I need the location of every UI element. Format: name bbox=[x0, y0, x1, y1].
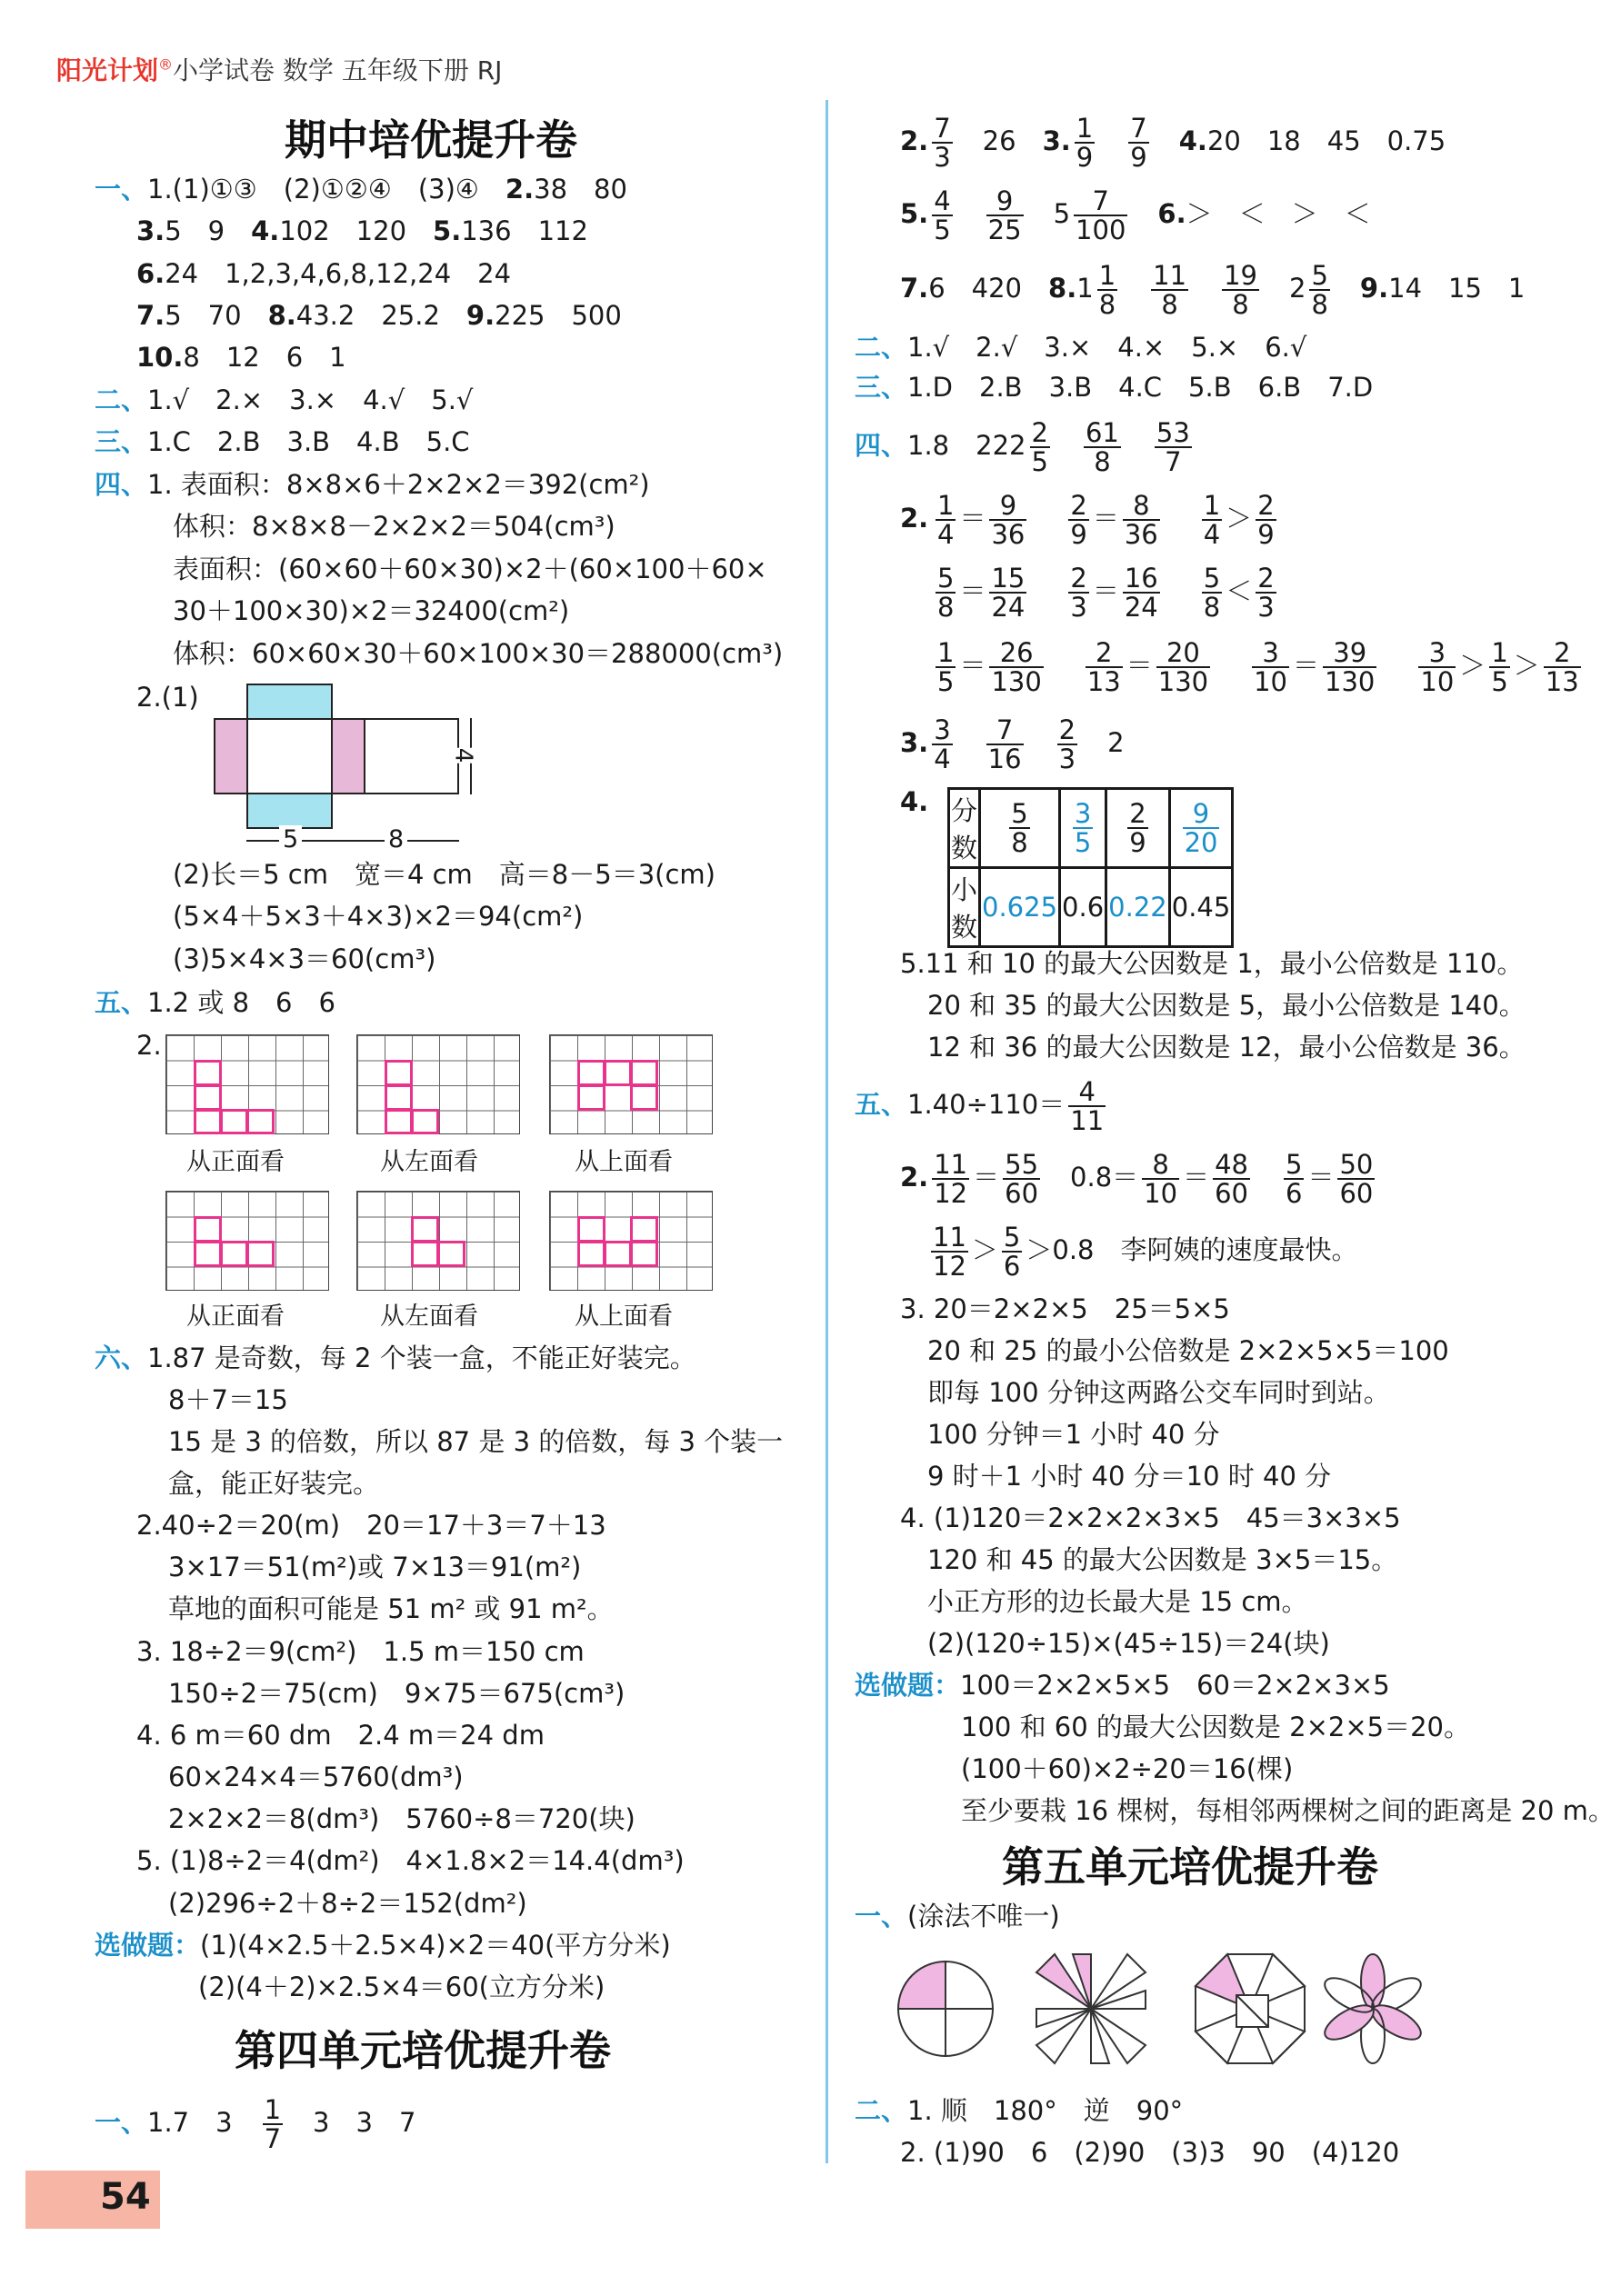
l-s6-11: 60×24×4＝5760(dm³) bbox=[168, 1762, 464, 1792]
r-q53-3: 即每 100 分钟这两路公交车同时到站。 bbox=[927, 1377, 1390, 1408]
view-caption: 从左面看 bbox=[380, 1303, 478, 1331]
fraction: $\frac{39}{130}$ bbox=[1325, 636, 1376, 697]
dim-label-height: 4 bbox=[449, 747, 477, 764]
r-opt-4: 至少要栽 16 棵树，每相邻两棵树之间的距离是 20 m。 bbox=[961, 1795, 1615, 1826]
operator: ＝ bbox=[959, 650, 986, 681]
l-s6-1 bbox=[95, 1338, 696, 1378]
text: 43.2 25.2 bbox=[295, 300, 466, 331]
view-grid bbox=[165, 1191, 329, 1291]
r-opt-3: (100＋60)×2÷20＝16(棵) bbox=[961, 1753, 1294, 1784]
pink-cell bbox=[604, 1241, 632, 1267]
fraction: $\frac{5}{8}$ bbox=[1311, 259, 1328, 320]
view-grid bbox=[549, 1191, 713, 1291]
r-1: 2. $\frac{7}{3}$ 26 3. $\frac{1}{9}$ $\frac{7}{9}$ 4.20 18 45 0.75 bbox=[900, 112, 1446, 173]
pink-cell bbox=[577, 1060, 605, 1086]
pink-cell bbox=[194, 1084, 222, 1111]
text: 1. 表面积：8×8×6＋2×2×2＝392(cm²) bbox=[147, 469, 650, 500]
pink-cell bbox=[194, 1109, 222, 1134]
column-divider bbox=[826, 100, 828, 2163]
registered-mark: ® bbox=[158, 55, 174, 74]
r-q53-4: 100 分钟＝1 小时 40 分 bbox=[927, 1419, 1220, 1450]
fraction: $\frac{4}{11}$ bbox=[1070, 1075, 1105, 1136]
sec-label: 一、 bbox=[95, 2107, 148, 2138]
view-grid bbox=[165, 1034, 329, 1134]
dim-label-w2: 8 bbox=[385, 825, 407, 854]
sec-label: 三、 bbox=[95, 426, 148, 457]
title-midterm: 期中培优提升卷 bbox=[285, 115, 577, 165]
pink-cell bbox=[385, 1084, 413, 1111]
num: 7. bbox=[136, 300, 165, 331]
page-header bbox=[56, 51, 502, 87]
l-s6-6: 3×17＝51(m²)或 7×13＝91(m²) bbox=[168, 1552, 582, 1582]
pink-cell bbox=[194, 1060, 222, 1086]
r-q4-label: 4. bbox=[900, 786, 929, 817]
r-q2-row1 bbox=[932, 486, 1315, 550]
table-cell: $\frac{5}{8}$ bbox=[980, 789, 1060, 868]
operator: ＝ bbox=[959, 503, 986, 534]
table-row bbox=[949, 868, 1233, 947]
num: 2. bbox=[505, 174, 535, 205]
r-s6: 一、(涂法不唯一) bbox=[855, 1901, 1060, 1932]
fraction: $\frac{48}{60}$ bbox=[1215, 1148, 1248, 1209]
pink-cell bbox=[220, 1109, 248, 1134]
l-s6-14: (2)296÷2＋8÷2＝152(dm²) bbox=[168, 1888, 527, 1919]
r-opt-2: 100 和 60 的最大公因数是 2×2×5＝20。 bbox=[961, 1712, 1470, 1742]
pink-cell bbox=[577, 1216, 605, 1243]
text: 102 120 bbox=[279, 215, 434, 246]
fraction: $\frac{19}{8}$ bbox=[1224, 259, 1257, 320]
pink-cell bbox=[630, 1241, 658, 1267]
r-q54-2: 120 和 45 的最大公因数是 3×5＝15。 bbox=[927, 1544, 1398, 1575]
pink-cell bbox=[194, 1216, 222, 1243]
l-s6-12: 2×2×2＝8(dm³) 5760÷8＝720(块) bbox=[168, 1803, 635, 1834]
pink-cell bbox=[577, 1084, 605, 1111]
fraction: $\frac{11}{12}$ bbox=[934, 1148, 968, 1209]
text: 1.(1)①③ (2)①②④ (3)④ bbox=[147, 174, 505, 205]
title-unit4: 第四单元培优提升卷 bbox=[235, 2026, 611, 2075]
pink-cell bbox=[385, 1109, 413, 1134]
operator: ＞ bbox=[1513, 650, 1540, 681]
row-header: 分数 bbox=[949, 789, 980, 868]
num: 9. bbox=[465, 300, 495, 331]
num: 10. bbox=[136, 342, 184, 373]
pink-cell bbox=[437, 1241, 465, 1267]
fraction: $\frac{2}{3}$ bbox=[1070, 562, 1087, 623]
l-s6-3: 15 是 3 的倍数，所以 87 是 3 的倍数，每 3 个装一 bbox=[168, 1426, 784, 1457]
fraction: $\frac{61}{8}$ bbox=[1085, 416, 1119, 477]
l-opt-2: (2)(4＋2)×2.5×4＝60(立方分米) bbox=[198, 1972, 605, 2002]
fraction: $\frac{15}{24}$ bbox=[991, 562, 1026, 623]
r-s2: 二、1.√ 2.√ 3.× 4.× 5.× 6.√ bbox=[855, 332, 1307, 363]
flower-figure bbox=[1320, 1954, 1426, 2063]
r-q5-3: 12 和 36 的最大公因数是 12，最小公倍数是 36。 bbox=[927, 1032, 1526, 1063]
l-s1-1 bbox=[95, 169, 627, 209]
l-s4-7: (2)长＝5 cm 宽＝4 cm 高＝8－5＝3(cm) bbox=[173, 859, 715, 890]
fraction-decimal-table bbox=[947, 787, 1234, 948]
fraction: $\frac{1}{5}$ bbox=[1491, 636, 1508, 697]
fraction: $\frac{26}{130}$ bbox=[991, 636, 1042, 697]
operator: ＞ bbox=[1459, 650, 1486, 681]
fraction: $\frac{3}{4}$ bbox=[934, 714, 951, 774]
l-s4-8: (5×4＋5×3＋4×3)×2＝94(cm²) bbox=[173, 901, 584, 932]
text: 225 500 bbox=[495, 300, 622, 331]
r-q2-row3 bbox=[932, 634, 1619, 697]
book-info: 小学试卷 数学 五年级下册 RJ bbox=[173, 55, 503, 85]
l-s4-2: 体积：8×8×8－2×2×2＝504(cm³) bbox=[173, 511, 615, 542]
num: 5. bbox=[433, 215, 462, 246]
sec-label: 一、 bbox=[95, 174, 148, 205]
fraction: $\frac{2}{13}$ bbox=[1086, 636, 1121, 697]
r-q53-1: 3. 20＝2×2×5 25＝5×5 bbox=[900, 1293, 1230, 1324]
fraction: $\frac{2}{9}$ bbox=[1070, 489, 1087, 550]
r-q5-2: 20 和 35 的最大公因数是 5，最小公倍数是 140。 bbox=[927, 990, 1526, 1021]
fraction: $\frac{7}{9}$ bbox=[1130, 112, 1147, 173]
r-q54-4: (2)(120÷15)×(45÷15)＝24(块) bbox=[927, 1628, 1330, 1659]
r-q5-1: 5.11 和 10 的最大公因数是 1，最小公倍数是 110。 bbox=[900, 948, 1524, 979]
l-s5-1 bbox=[95, 983, 335, 1023]
r-s7-1: 二、1. 顺 180° 逆 90° bbox=[855, 2095, 1184, 2126]
pink-cell bbox=[411, 1241, 439, 1267]
text: 38 80 bbox=[534, 174, 627, 205]
l-s1-2 bbox=[136, 211, 588, 251]
text: 1.2 或 8 6 6 bbox=[147, 987, 335, 1018]
text: 1.7 3 bbox=[147, 2107, 259, 2138]
operator: ＝ bbox=[1126, 650, 1153, 681]
table-cell: 0.625 bbox=[980, 868, 1060, 947]
l-s7 bbox=[95, 2091, 415, 2154]
text: 1.87 是奇数，每 2 个装一盒，不能正好装完。 bbox=[147, 1343, 696, 1373]
fraction: $\frac{9}{25}$ bbox=[987, 185, 1022, 245]
l-s4-1 bbox=[95, 464, 650, 504]
title-unit5: 第五单元培优提升卷 bbox=[1002, 1842, 1378, 1892]
pink-cell bbox=[220, 1241, 248, 1267]
sec-label: 四、 bbox=[95, 469, 148, 500]
text: 1.C 2.B 3.B 4.B 5.C bbox=[147, 426, 470, 457]
r-2: 5. $\frac{4}{5}$ $\frac{9}{25}$ 5 $\frac{7}{100}$ 6.＞ ＜ ＞ ＜ bbox=[900, 185, 1371, 245]
table-cell: $\frac{9}{20}$ bbox=[1169, 789, 1233, 868]
table-cell: $\frac{3}{5}$ bbox=[1060, 789, 1106, 868]
l-s6-5: 2.40÷2＝20(m) 20＝17＋3＝7＋13 bbox=[136, 1510, 606, 1541]
r-q54-1: 4. (1)120＝2×2×2×3×5 45＝3×3×5 bbox=[900, 1502, 1401, 1533]
view-caption: 从上面看 bbox=[575, 1148, 673, 1176]
net-top-face bbox=[246, 684, 333, 720]
fraction: $\frac{55}{60}$ bbox=[1005, 1148, 1039, 1209]
num: 8. bbox=[267, 300, 296, 331]
text: 136 112 bbox=[461, 215, 588, 246]
l-s1-4 bbox=[136, 295, 622, 335]
view-caption: 从正面看 bbox=[186, 1148, 285, 1176]
text: 3 3 7 bbox=[286, 2107, 416, 2138]
pinwheel-figure bbox=[898, 1962, 993, 2056]
pink-cell bbox=[577, 1241, 605, 1267]
operator: ＞ bbox=[1226, 503, 1253, 534]
l-s4-9: (3)5×4×3＝60(cm³) bbox=[173, 943, 436, 974]
text: 1.√ 2.× 3.× 4.√ 5.√ bbox=[147, 384, 474, 415]
r-s7-2: 2. (1)90 6 (2)90 (3)3 90 (4)120 bbox=[900, 2137, 1400, 2168]
table-cell: 0.45 bbox=[1169, 868, 1233, 947]
r-s3: 三、1.D 2.B 3.B 4.C 5.B 6.B 7.D bbox=[855, 372, 1374, 403]
fraction: $\frac{7}{3}$ bbox=[934, 112, 951, 173]
operator: ＝ bbox=[959, 575, 986, 606]
fraction: $\frac{2}{5}$ bbox=[1031, 416, 1048, 477]
l-s6-4: 盒，能正好装完。 bbox=[168, 1468, 380, 1499]
view-grid bbox=[356, 1191, 520, 1291]
operator: ＝ bbox=[1293, 650, 1320, 681]
fraction: $\frac{50}{60}$ bbox=[1339, 1148, 1374, 1209]
pink-cell bbox=[630, 1060, 658, 1086]
fraction: $\frac{5}{6}$ bbox=[1286, 1148, 1303, 1209]
l-s4-5: 体积：60×60×30＋60×100×30＝288000(cm³) bbox=[173, 638, 784, 669]
r-s4: 四、1.8 222 $\frac{2}{5}$ $\frac{61}{8}$ $\frac{53}{7}$ bbox=[855, 416, 1190, 477]
fraction: $\frac{2}{13}$ bbox=[1545, 636, 1579, 697]
l-s1-5 bbox=[136, 337, 346, 377]
table-cell: $\frac{2}{9}$ bbox=[1106, 789, 1170, 868]
l-s6-13: 5. (1)8÷2＝4(dm²) 4×1.8×2＝14.4(dm³) bbox=[136, 1845, 685, 1876]
fraction: $\frac{1}{5}$ bbox=[937, 636, 955, 697]
l-s6-2: 8＋7＝15 bbox=[168, 1384, 288, 1415]
fraction: $\frac{8}{10}$ bbox=[1144, 1148, 1178, 1209]
fraction: $\frac{2}{9}$ bbox=[1257, 489, 1275, 550]
sec-label: 二、 bbox=[95, 384, 148, 415]
fraction: $\frac{1}{4}$ bbox=[937, 489, 955, 550]
fraction: $\frac{20}{130}$ bbox=[1157, 636, 1209, 697]
fraction: $\frac{11}{8}$ bbox=[1153, 259, 1187, 320]
l-s2 bbox=[95, 380, 473, 420]
brand-name: 阳光计划 bbox=[56, 55, 159, 85]
fraction: $\frac{1}{9}$ bbox=[1076, 112, 1094, 173]
num: 3. bbox=[136, 215, 165, 246]
fraction: $\frac{5}{8}$ bbox=[1203, 562, 1221, 623]
net-right-face bbox=[331, 718, 365, 794]
l-s6-8: 3. 18÷2＝9(cm²) 1.5 m＝150 cm bbox=[136, 1636, 585, 1667]
windmill-figure bbox=[1036, 1954, 1146, 2063]
view-grid bbox=[356, 1034, 520, 1134]
l-s6-9: 150÷2＝75(cm) 9×75＝675(cm³) bbox=[168, 1678, 625, 1709]
r-q54-3: 小正方形的边长最大是 15 cm。 bbox=[927, 1586, 1308, 1617]
pink-cell bbox=[246, 1109, 275, 1134]
rotation-figures bbox=[891, 1945, 1473, 2072]
view-caption: 从正面看 bbox=[186, 1303, 285, 1331]
pink-cell bbox=[411, 1216, 439, 1243]
view-caption: 从左面看 bbox=[380, 1148, 478, 1176]
fraction: $\frac{1}{8}$ bbox=[1098, 259, 1116, 320]
pink-cell bbox=[604, 1060, 632, 1086]
fraction: $\frac{2}{3}$ bbox=[1257, 562, 1275, 623]
cuboid-net-figure bbox=[214, 684, 486, 856]
fraction: $\frac{2}{3}$ bbox=[1058, 714, 1076, 774]
pink-cell bbox=[194, 1241, 222, 1267]
view-caption: 从上面看 bbox=[575, 1303, 673, 1331]
fraction: $\frac{3}{10}$ bbox=[1420, 636, 1455, 697]
view-grid bbox=[549, 1034, 713, 1134]
num: 4. bbox=[251, 215, 280, 246]
net-back-face bbox=[364, 718, 459, 794]
num: 6. bbox=[136, 258, 165, 289]
fraction: $\frac{16}{24}$ bbox=[1124, 562, 1158, 623]
page-number-badge bbox=[25, 2171, 160, 2229]
sec-label: 五、 bbox=[95, 987, 148, 1018]
r-q52b: $\frac{11}{12}$ ＞ $\frac{5}{6}$ ＞0.8 李阿姨的速度最快。 bbox=[933, 1221, 1358, 1282]
l-s6-7: 草地的面积可能是 51 m² 或 91 m²。 bbox=[168, 1593, 614, 1624]
r-opt-1: 选做题：100＝2×2×5×5 60＝2×2×3×5 bbox=[855, 1670, 1390, 1701]
operator: ＜ bbox=[1226, 575, 1253, 606]
fraction: $\frac{4}{5}$ bbox=[934, 185, 951, 245]
pink-cell bbox=[246, 1241, 275, 1267]
pink-cell bbox=[411, 1109, 439, 1134]
pink-cell bbox=[630, 1084, 658, 1111]
r-q53-2: 20 和 25 的最小公倍数是 2×2×5×5＝100 bbox=[927, 1335, 1449, 1366]
l-s1-3 bbox=[136, 254, 511, 294]
pink-cell bbox=[385, 1060, 413, 1086]
r-q53-5: 9 时＋1 小时 40 分＝10 时 40 分 bbox=[927, 1461, 1332, 1492]
operator: ＝ bbox=[1092, 575, 1119, 606]
sec-label: 选做题： bbox=[95, 1930, 201, 1961]
page-number: 54 bbox=[100, 2176, 151, 2218]
r-q2-row2 bbox=[932, 559, 1315, 623]
text: 5 9 bbox=[165, 215, 252, 246]
l-s6-10: 4. 6 m＝60 dm 2.4 m＝24 dm bbox=[136, 1720, 545, 1751]
text: 5 70 bbox=[165, 300, 268, 331]
fraction: $\frac{1}{7}$ bbox=[264, 2093, 282, 2154]
fraction: $\frac{9}{36}$ bbox=[991, 489, 1026, 550]
r-q2-label: 2. bbox=[900, 503, 929, 534]
r-3: 7.6 420 8.1 $\frac{1}{8}$ $\frac{11}{8}$ $\frac{19}{8}$ 2 $\frac{5}{8}$ 9.14 15 1 bbox=[900, 259, 1526, 320]
table-cell: 0.6 bbox=[1060, 868, 1106, 947]
l-s5-2: 2. bbox=[136, 1030, 162, 1061]
r-q52: 2. $\frac{11}{12}$ ＝ $\frac{55}{60}$ 0.8＝ $\frac{8}{10}$ ＝ $\frac{48}{60}$ $\frac{5}{6}$ ＝ $\frac{50}{60}$ bbox=[900, 1148, 1374, 1209]
text: 8 12 6 1 bbox=[183, 342, 346, 373]
net-left-face bbox=[214, 718, 248, 794]
net-front-face bbox=[246, 718, 333, 794]
text: (1)(4×2.5＋2.5×4)×2＝40(平方分米) bbox=[200, 1930, 671, 1961]
r-s5: 五、1.40÷110＝ $\frac{4}{11}$ bbox=[855, 1075, 1105, 1136]
fraction: $\frac{3}{10}$ bbox=[1254, 636, 1288, 697]
table-cell: 0.22 bbox=[1106, 868, 1170, 947]
r-q3: 3. $\frac{3}{4}$ $\frac{7}{16}$ $\frac{2}{3}$ 2 bbox=[900, 714, 1125, 774]
row-header: 小数 bbox=[949, 868, 980, 947]
fraction: $\frac{7}{16}$ bbox=[987, 714, 1022, 774]
l-s4-3: 表面积：(60×60＋60×30)×2＋(60×100＋60× bbox=[173, 554, 767, 584]
fraction: $\frac{7}{100}$ bbox=[1076, 185, 1126, 245]
fraction: $\frac{1}{4}$ bbox=[1203, 489, 1221, 550]
dim-label-w1: 5 bbox=[279, 825, 302, 854]
l-s4-6: 2.(1) bbox=[136, 682, 199, 713]
net-bottom-face bbox=[246, 793, 333, 829]
text: 24 1,2,3,4,6,8,12,24 24 bbox=[165, 258, 512, 289]
pink-cell bbox=[630, 1216, 658, 1243]
l-s4-4: 30＋100×30)×2＝32400(cm²) bbox=[173, 595, 570, 626]
fraction: $\frac{8}{36}$ bbox=[1124, 489, 1158, 550]
fraction: $\frac{5}{8}$ bbox=[937, 562, 955, 623]
table-row bbox=[949, 789, 1233, 868]
l-opt-1 bbox=[95, 1925, 671, 1965]
l-s3 bbox=[95, 422, 470, 462]
fraction: $\frac{5}{6}$ bbox=[1003, 1221, 1021, 1282]
octagon-figure bbox=[1196, 1954, 1305, 2063]
operator: ＝ bbox=[1092, 503, 1119, 534]
fraction: $\frac{53}{7}$ bbox=[1156, 416, 1190, 477]
fraction: $\frac{11}{12}$ bbox=[933, 1221, 966, 1282]
sec-label: 六、 bbox=[95, 1343, 148, 1373]
